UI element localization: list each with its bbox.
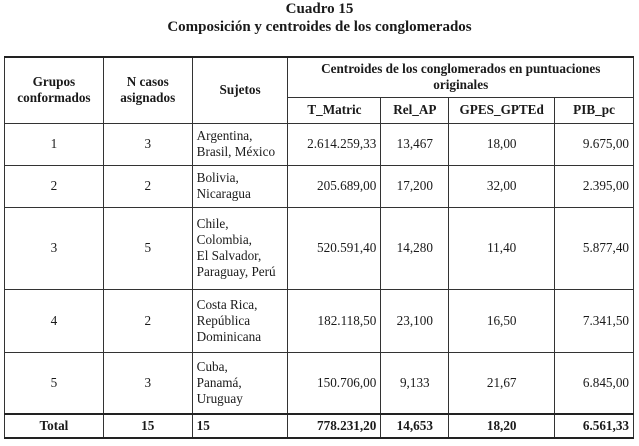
header-groups: Grupos conformados (5, 57, 104, 123)
header-subjects: Sujetos (192, 57, 288, 123)
cell-subjects: Costa Rica, República Dominicana (192, 289, 288, 352)
table-row (5, 207, 634, 289)
cell-group: 1 (5, 123, 104, 165)
header-centroids: Centroides de los conglomerados en puntuaciones originales (288, 57, 634, 97)
cell-subjects: Argentina, Brasil, México (192, 123, 288, 165)
cell-gpes: 11,40 (449, 207, 555, 289)
cell-n: 3 (103, 123, 192, 165)
cell-t-matric: 2.614.259,33 (288, 123, 381, 165)
total-gpes: 18,20 (449, 414, 555, 438)
cell-group: 5 (5, 352, 104, 414)
cell-gpes: 16,50 (449, 289, 555, 352)
table-row (5, 352, 634, 414)
cell-group: 4 (5, 289, 104, 352)
cell-subjects: Chile, Colombia, El Salvador, Paraguay, Perú (192, 207, 288, 289)
cell-rel-ap: 13,467 (381, 123, 449, 165)
cell-n: 2 (103, 289, 192, 352)
cell-n: 3 (103, 352, 192, 414)
cell-t-matric: 520.591,40 (288, 207, 381, 289)
cell-pib: 7.341,50 (555, 289, 634, 352)
cell-group: 3 (5, 207, 104, 289)
cell-t-matric: 205.689,00 (288, 165, 381, 207)
total-pib: 6.561,33 (555, 414, 634, 438)
table-row (5, 165, 634, 207)
total-row (5, 414, 634, 438)
table-row (5, 123, 634, 165)
cell-rel-ap: 9,133 (381, 352, 449, 414)
table-row (5, 289, 634, 352)
header-rel-ap: Rel_AP (381, 97, 449, 123)
cell-rel-ap: 23,100 (381, 289, 449, 352)
total-t-matric: 778.231,20 (288, 414, 381, 438)
cell-rel-ap: 14,280 (381, 207, 449, 289)
cell-t-matric: 150.706,00 (288, 352, 381, 414)
cell-pib: 6.845,00 (555, 352, 634, 414)
cell-subjects: Cuba, Panamá, Uruguay (192, 352, 288, 414)
cell-group: 2 (5, 165, 104, 207)
total-subjects: 15 (192, 414, 288, 438)
cell-gpes: 18,00 (449, 123, 555, 165)
table-caption (0, 0, 639, 36)
header-n-cases: N casos asignados (103, 57, 192, 123)
cell-n: 5 (103, 207, 192, 289)
cell-pib: 9.675,00 (555, 123, 634, 165)
cell-pib: 5.877,40 (555, 207, 634, 289)
total-n: 15 (103, 414, 192, 438)
caption-title: Composición y centroides de los conglomerados (167, 19, 472, 35)
cell-subjects: Bolivia, Nicaragua (192, 165, 288, 207)
clusters-table (4, 56, 634, 439)
total-label: Total (5, 414, 104, 438)
cell-gpes: 32,00 (449, 165, 555, 207)
cell-t-matric: 182.118,50 (288, 289, 381, 352)
header-t-matric: T_Matric (288, 97, 381, 123)
header-pib: PIB_pc (555, 97, 634, 123)
cell-rel-ap: 17,200 (381, 165, 449, 207)
cell-gpes: 21,67 (449, 352, 555, 414)
header-gpes: GPES_GPTEd (449, 97, 555, 123)
cell-n: 2 (103, 165, 192, 207)
caption-number: Cuadro 15 (285, 1, 354, 17)
cell-pib: 2.395,00 (555, 165, 634, 207)
total-rel-ap: 14,653 (381, 414, 449, 438)
